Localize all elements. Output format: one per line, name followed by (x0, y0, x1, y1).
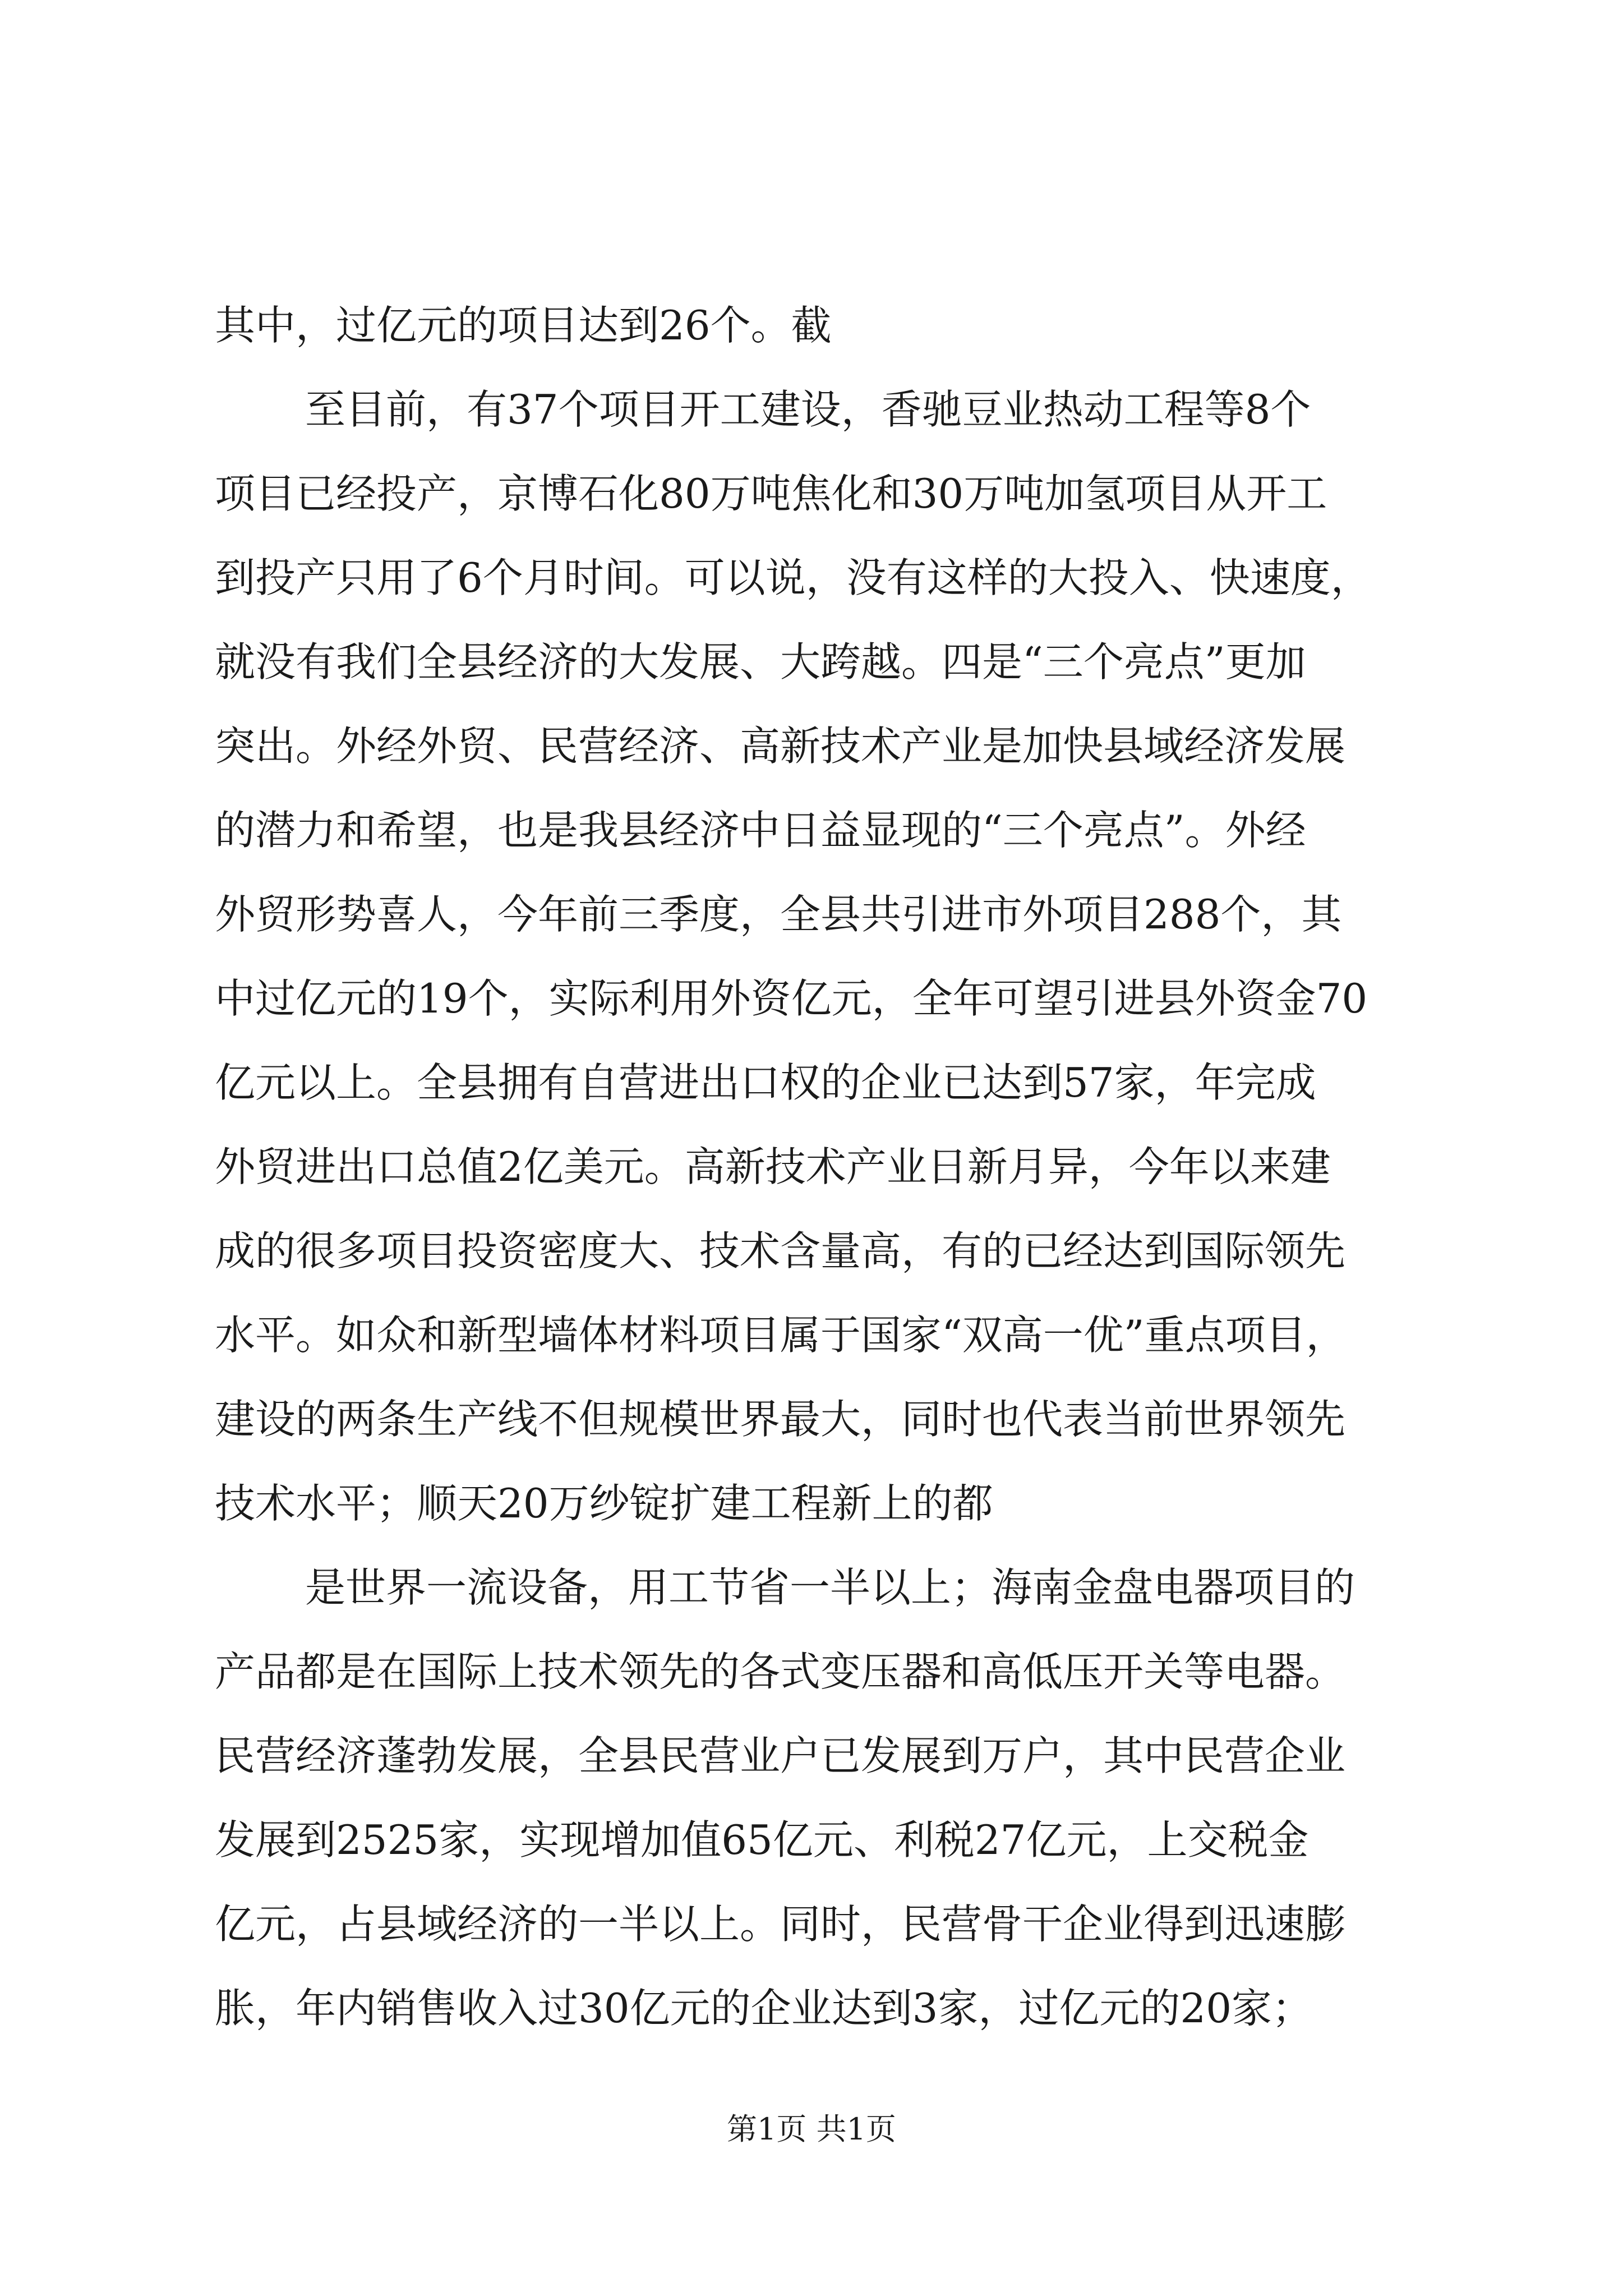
text-line: 至目前，有37个项目开工建设，香驰豆业热动工程等8个 (305, 386, 1311, 433)
text-line: 建设的两条生产线不但规模世界最大，同时也代表当前世界领先 (215, 1396, 1346, 1443)
text-line: 技术水平；顺天20万纱锭扩建工程新上的都 (215, 1480, 993, 1527)
text-line: 其中，过亿元的项目达到26个。截 (215, 302, 832, 349)
text-line: 是世界一流设备，用工节省一半以上；海南金盘电器项目的 (305, 1564, 1355, 1611)
text-line: 到投产只用了6个月时间。可以说，没有这样的大投入、快速度， (215, 554, 1371, 601)
text-line: 亿元以上。全县拥有自营进出口权的企业已达到57家，年完成 (215, 1059, 1316, 1106)
text-line: 项目已经投产，京博石化80万吨焦化和30万吨加氢项目从开工 (215, 470, 1327, 517)
text-line: 亿元，占县域经济的一半以上。同时，民营骨干企业得到迅速膨 (215, 1901, 1346, 1948)
text-line: 的潜力和希望，也是我县经济中日益显现的“三个亮点”。外经 (215, 807, 1306, 854)
text-line: 外贸形势喜人，今年前三季度，全县共引进市外项目288个，其 (215, 891, 1342, 938)
text-line: 就没有我们全县经济的大发展、大跨越。四是“三个亮点”更加 (215, 638, 1306, 685)
page-number-footer: 第1页 共1页 (727, 2111, 896, 2147)
text-line: 发展到2525家，实现增加值65亿元、利税27亿元，上交税金 (215, 1816, 1309, 1864)
text-line: 民营经济蓬勃发展，全县民营业户已发展到万户，其中民营企业 (215, 1732, 1346, 1779)
text-line: 突出。外经外贸、民营经济、高新技术产业是加快县域经济发展 (215, 723, 1346, 770)
text-line: 胀，年内销售收入过30亿元的企业达到3家，过亿元的20家； (215, 1985, 1313, 2032)
text-line: 成的很多项目投资密度大、技术含量高，有的已经达到国际领先 (215, 1227, 1346, 1274)
text-line: 产品都是在国际上技术领先的各式变压器和高低压开关等电器。 (215, 1648, 1346, 1695)
text-line: 外贸进出口总值2亿美元。高新技术产业日新月异，今年以来建 (215, 1143, 1331, 1190)
text-line: 中过亿元的19个，实际利用外资亿元，全年可望引进县外资金70 (215, 975, 1368, 1022)
text-line: 水平。如众和新型墙体材料项目属于国家“双高一优”重点项目， (215, 1312, 1347, 1359)
